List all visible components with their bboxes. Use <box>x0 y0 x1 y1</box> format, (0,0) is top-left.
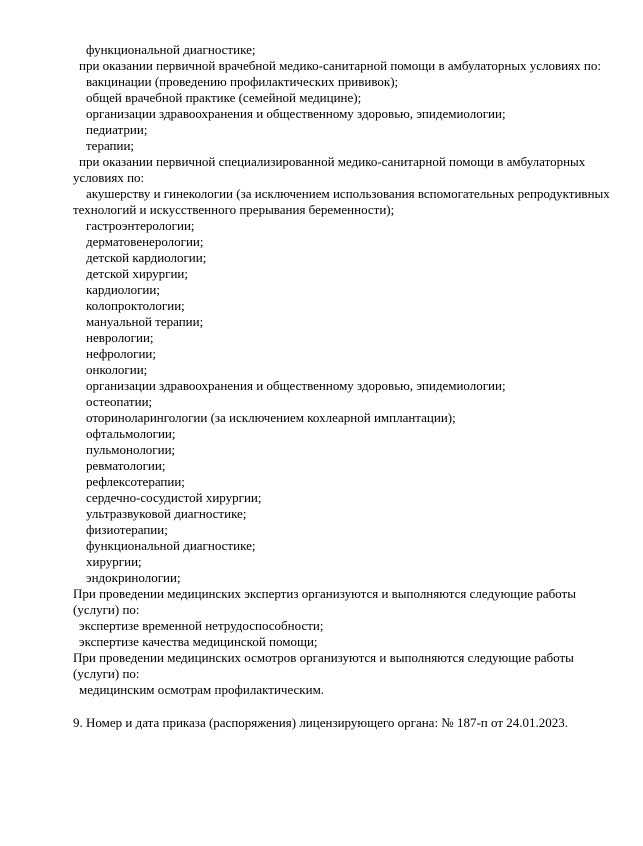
document-line: офтальмологии; <box>86 426 176 441</box>
document-line: педиатрии; <box>86 122 148 137</box>
document-line: детской кардиологии; <box>86 250 207 265</box>
document-line: физиотерапии; <box>86 522 168 537</box>
document-line: функциональной диагностике; <box>86 538 256 553</box>
document-text-block <box>73 42 618 731</box>
document-line: ревматологии; <box>86 458 166 473</box>
document-line: ультразвуковой диагностике; <box>86 506 247 521</box>
document-line: остеопатии; <box>86 394 153 409</box>
document-line: организации здравоохранения и общественному здоровью, эпидемиологии; <box>86 378 506 393</box>
document-line: оториноларингологии (за исключением кохлеарной имплантации); <box>86 410 456 425</box>
document-line: мануальной терапии; <box>86 314 204 329</box>
document-line: вакцинации (проведению профилактических прививок); <box>86 74 399 89</box>
document-line: кардиологии; <box>86 282 160 297</box>
document-line: рефлексотерапии; <box>86 474 185 489</box>
document-line: нефрологии; <box>86 346 156 361</box>
document-line: функциональной диагностике; <box>86 42 256 57</box>
document-line: При проведении медицинских осмотров организуются и выполняются следующие работы (услуги) по: <box>73 650 574 681</box>
document-line: пульмонологии; <box>86 442 176 457</box>
document-line: неврологии; <box>86 330 154 345</box>
document-line: сердечно-сосудистой хирургии; <box>86 490 262 505</box>
document-line: детской хирургии; <box>86 266 189 281</box>
document-line: при оказании первичной специализированной медико-санитарной помощи в амбулаторных условиях по: <box>73 154 586 185</box>
document-line: при оказании первичной врачебной медико-санитарной помощи в амбулаторных условиях по: <box>79 58 601 73</box>
document-line: При проведении медицинских экспертиз организуются и выполняются следующие работы (услуги) по: <box>73 586 576 617</box>
document-line: эндокринологии; <box>86 570 181 585</box>
document-line: терапии; <box>86 138 135 153</box>
document-line: дерматовенерологии; <box>86 234 204 249</box>
document-line: акушерству и гинекологии (за исключением использования вспомогательных репродуктивных технологий и искусственного прерывания беременности); <box>73 186 610 217</box>
document-line: колопроктологии; <box>86 298 185 313</box>
document-line: хирургии; <box>86 554 142 569</box>
document-line: экспертизе временной нетрудоспособности; <box>79 618 324 633</box>
document-line: общей врачебной практике (семейной медицине); <box>86 90 362 105</box>
document-line: 9. Номер и дата приказа (распоряжения) лицензирующего органа: № 187-п от 24.01.2023. <box>73 715 569 730</box>
document-line: экспертизе качества медицинской помощи; <box>79 634 318 649</box>
document-line: онкологии; <box>86 362 148 377</box>
document-line: организации здравоохранения и общественному здоровью, эпидемиологии; <box>86 106 506 121</box>
document-line: гастроэнтерологии; <box>86 218 195 233</box>
document-line: медицинским осмотрам профилактическим. <box>79 682 325 697</box>
